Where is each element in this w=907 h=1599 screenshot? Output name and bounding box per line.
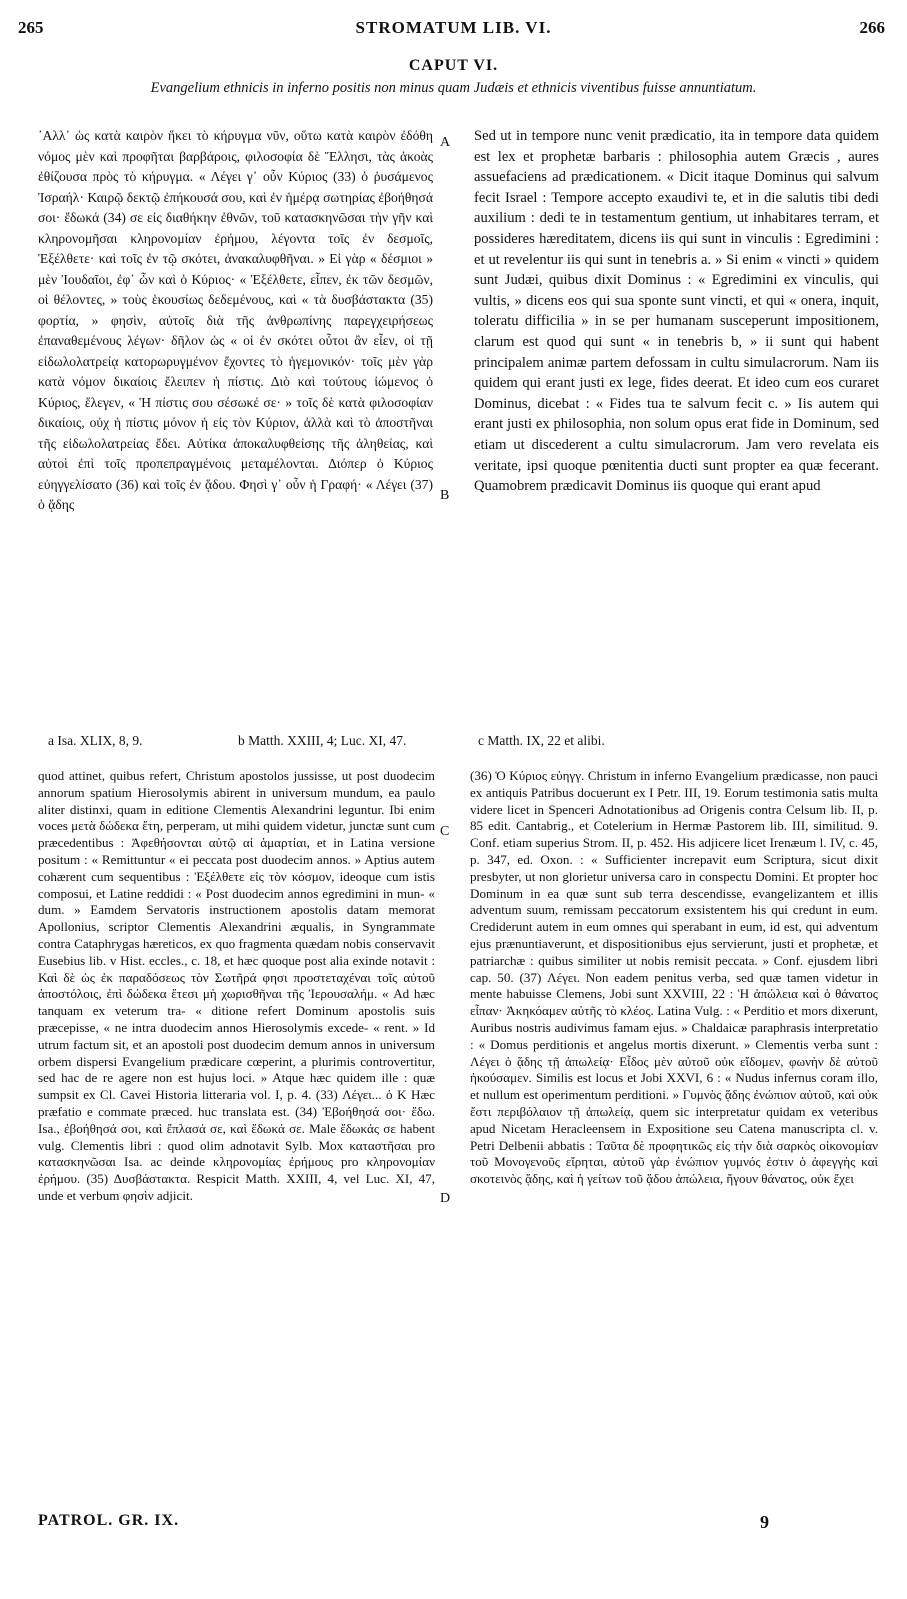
margin-letter-b: B xyxy=(440,488,450,503)
notes-right-column: (36) Ὁ Κύριος εὐηγγ. Christum in inferno Evangelium prædicasse, non pauci ex antiquis Patribus docuerunt ex I Petr. III, 19. Eorum testimonia satis multa videre licet in Spenceri Adnotationibus ad Origenis contra Celsum lib. II, p. 85 edit. Cantabrig., et Cotelerium in Hermæ Pastorem lib. III, similitud. 9. Conf. etiam superius Strom. II, p. 452. His adjicere licet Irenæum l. IV, c. 45, p. 347, ed. Oxon. : « Sufficienter increpavit eum Scriptura, sicut dixit presbyter, ut non glorietur universa caro in conspectu Domini. Et propter hoc Dominum in ea quæ sunt sub terra descendisse, evangelizantem et illis adventum suum, remissam peccatorum exsistentem his qui credunt in eum. Crediderunt autem in eum omnes qui sperabant in eum, id est, qui adventum ejus prænuntiaverunt, et dispositionibus ejus servierunt, justi et prophetæ, et patriarchæ : quibus similiter ut nobis remisit peccata. » Conf. ejusdem libri cap. 50. (37) Λέγει. Non eadem penitus verba, sed quæ tamen videtur in mente habuisse Clemens, Jobi sunt XXVIII, 22 : Ἡ ἀπώλεια καὶ ὁ θάνατος εἶπαν· Ἀκηκόαμεν αὐτῆς τὸ κλέος. Latina Vulg. : « Perditio et mors dixerunt, Auribus nostris audivimus famam ejus. » Chaldaicæ paraphrasis interpretatio : « Domus perditionis et angelus mortis dixerunt. » Clementis verba sunt : Λέγει ὁ ᾅδης τῇ ἀπωλείᾳ· Εἶδος μὲν αὐτοῦ οὐκ εἴδομεν, φωνὴν δὲ αὐτοῦ ἠκούσαμεν. Similis est locus et Jobi XXVI, 6 : « Nudus infernus coram illo, et nullum est operimentum perditioni. » Γυμνὸς ᾅδης ἐνώπιον αὐτοῦ, καὶ οὐκ ἔστι περιβόλαιον τῇ ἀπωλείᾳ, quem sic interpretatur quidam ex veteribus apud Nicetam Heracleensem in Expositione seu Catena manuscripta cl. v. Petri Delbenii abbatis : Ταῦτα δὲ προφητικῶς εἰς τὴν διὰ σαρκὸς οἰκονομίαν τοῦ Μονογενοῦς εἴρηται, αὐτοῦ γὰρ ἐνώπιον γυμνός ἐστιν ὁ ἀφεγγὴς καὶ σκοτεινὸς ᾅδης, καὶ ἡ γείτων τοῦ ᾅδου ἀπώλεια, ἤγουν θάνατος, οὐκ ἔχει xyxy=(470,768,878,1187)
footnote-b: b Matth. XXIII, 4; Luc. XI, 47. xyxy=(238,733,407,748)
collection-footer: PATROL. GR. IX. xyxy=(38,1512,180,1529)
footnote-c: c Matth. IX, 22 et alibi. xyxy=(478,733,605,748)
latin-text-column: Sed ut in tempore nunc venit prædicatio, ita in tempore data quidem est lex et prophetæ barbaris : philosophia autem Græcis , aures assuefaciens ad prædicationem. « Dicit itaque Dominus qui salvum fecit Israel : Tempore accepto exaudivi te, et in die salutis tibi dedi auxilium : dedi te in testamentum gentium, ut inhabitares terram, et possideres hæreditatem, dicens iis qui sunt in vinculis : Egredimini : et ut revelentur iis qui sunt in tenebris a. » Si enim « vincti » quidem sunt Judæi, quibus dixit Dominus : « Egredimini ex vinculis, qui vultis, » dicens eos qui sua sponte sunt vincti, et qui « onera, inquit, toleratu difficilia » in se per humanam susceperunt impositionem, clarum est quod qui sunt « in tenebris b, » ii sunt qui habent principalem animæ partem defossam in cultu simulacrorum. Nam iis quidem qui erant justi ex lege, fides deerat. Et ideo cum eos curaret Dominus, dicebat : « Fides tua te salvum fecit c. » Iis autem qui erant justi ex philosophia, non solum opus erat fide in Dominum, sed etiam ut discederent a cultu simulacrorum. Jam vero revelata eis veritate, ipsi quoque pœnitentia ducti sunt propter ea quæ fecerant. Quamobrem prædicavit Dominus iis quoque qui erant apud xyxy=(474,128,879,495)
chapter-summary: Evangelium ethnicis in inferno positis non minus quam Judæis et ethnicis viventibus fuisse annuntiatum. xyxy=(150,80,757,96)
margin-letter-d: D xyxy=(440,1191,451,1206)
greek-text-column: ᾿Αλλ᾿ ὡς κατὰ καιρὸν ἥκει τὸ κήρυγμα νῦν, οὕτω κατὰ καιρὸν ἐδόθη νόμος μὲν καὶ προφῆται βαρβάροις, φιλοσοφία δὲ Ἕλλησι, τὰς ἀκοὰς ἐθίζουσα πρὸς τὸ κήρυγμα. « Λέγει γ᾿ οὖν Κύριος (33) ὁ ῥυσάμενος Ἰσραήλ· Καιρῷ δεκτῷ ἐπήκουσά σου, καὶ ἐν ἡμέρᾳ σωτηρίας ἐβοήθησά σοι· ἔδωκά (34) σε εἰς διαθήκην ἐθνῶν, τοῦ κατασκηνῶσαι τὴν γῆν καὶ κληρονομῆσαι κληρονομίαν ἐρήμου, λέγοντα τοῖς ἐν δεσμοῖς, Ἐξέλθετε· καὶ τοῖς ἐν τῷ σκότει, ἀνακαλυφθῆναι. » Εἰ γὰρ « δέσμιοι » μὲν Ἰουδαῖοι, ἐφ᾿ ὧν καὶ ὁ Κύριος· « Ἐξέλθετε, εἶπεν, ἐκ τῶν δεσμῶν, οἱ θέλοντες, » τοὺς ἑκουσίως δεδεμένους, καὶ « τὰ δυσβάστακτα (35) φορτία, » φησὶν, αὐτοῖς διὰ τῆς ἀνθρωπίνης παρεγχειρήσεως ἐπαναθεμένους λέγων· δῆλον ὡς « οἱ ἐν σκότει οὗτοι ἂν εἶεν, οἱ τῇ εἰδωλολατρείᾳ κατορωρυγμένον ἔχοντες τὸ ἡγεμονικόν· τοῖς μὲν γὰρ κατὰ νόμον δικαίοις ἔλειπεν ἡ πίστις. Διὸ καὶ τούτους ἰώμενος ὁ Κύριος, ἔλεγεν, « Ἡ πίστις σου σέσωκέ σε· » τοῖς δὲ κατὰ φιλοσοφίαν δικαίοις, οὐχ ἡ πίστις μόνον ἡ εἰς τὸν Κύριον, ἀλλὰ καὶ τὸ ἀποστῆναι τῆς εἰδωλολατρείας ἔδει. Αὐτίκα ἀποκαλυφθείσης τῆς ἀληθείας, καὶ αὐτοὶ ἐπὶ τοῖς προπεπραγμένοις μεταμέλονται. Διόπερ ὁ Κύριος εὐηγγελίσατο (36) καὶ τοῖς ἐν ᾅδου. Φησὶ γ᾿ οὖν ἡ Γραφή· « Λέγει (37) ὁ ᾅδης xyxy=(38,128,433,512)
margin-letter-a: A xyxy=(440,135,451,150)
running-title: STROMATUM LIB. VI. xyxy=(355,18,552,37)
footnote-a: a Isa. XLIX, 8, 9. xyxy=(48,733,143,748)
notes-left-column: quod attinet, quibus refert, Christum apostolos jussisse, ut post duodecim annorum spatium Hierosolymis abirent in universum mundum, ea paulo aliter distinxi, quam in editione Clementis Alexandrini leguntur. Ibi enim voces μετὰ δώδεκα ἔτη, perperam, ut mihi quidem videtur, junctæ sunt cum præcedentibus : Ἀφεθήσονται αὐτῷ αἱ ἁμαρτίαι, et in Latina versione positum : « Remittuntur « ei peccata post duodecim annos. » Aptius autem cohærent cum sequentibus : Ἐξέλθετε εἰς τὸν κόσμον, ideoque cum istis composui, et Latine reddidi : « Post duodecim annos egredimini in mun- « dum. » Eamdem Servatoris instructionem apostolis datam memorat Apollonius, scriptor Clementis Alexandrini æqualis, in Syngrammate contra Cataphrygas hæreticos, ex quo fragmenta quædam nobis conservavit Eusebius lib. v Hist. eccles., c. 18, et hæc quoque post alia exinde notavit : Καὶ δὲ ὡς ἐκ παραδόσεως τὸν Σωτῆρά φησι προστεταχέναι τοῖς αὐτοῦ ἀποστόλοις, ἐπὶ δώδεκα ἔτεσι μὴ χωρισθῆναι τῆς Ἰερουσαλήμ. « Ad hæc tanquam ex veterum tra- « ditione refert Dominum apostolis suis præcepisse, « ne intra duodecim annos Hierosolymis excede- « rent. » Id utrum factum sit, et an apostoli post duodecim demum annos in universum orbem dispersi Evangelium prædicare cœperint, a plurimis controvertitur, sed hac de re agere non est hujus loci. » Atque hæc quidem ille : quæ sumpsit ex Cl. Cavei Historia litteraria vol. I, p. 4. (33) Λέγει... ὁ Κ Hæc præfatio e commate præced. huc translata est. (34) Ἐβοήθησά σοι· ἔδω. Isa., ἐβοήθησά σοι, καὶ ἔπλασά σε, καὶ ἔδωκά σε. Male ἔδωκάς σε habent vulg. Clementis libri : quod olim adnotavit Sylb. Mox καταστῆσαι pro κατασκηνῶσαι Isa. ac deinde κληρονομίας ἐρήμους pro κληρονομίαν ἐρήμου. (35) Δυσβάστακτα. Respicit Matth. XXIII, 4, vel Luc. XI, 47, unde et verbum φησὶν adjicit. xyxy=(38,768,435,1203)
page-number-left: 265 xyxy=(18,18,44,37)
page-number-right: 266 xyxy=(859,18,885,37)
margin-letter-c: C xyxy=(440,824,450,839)
chapter-heading: CAPUT VI. xyxy=(408,57,499,74)
signature-mark: 9 xyxy=(760,1512,769,1532)
